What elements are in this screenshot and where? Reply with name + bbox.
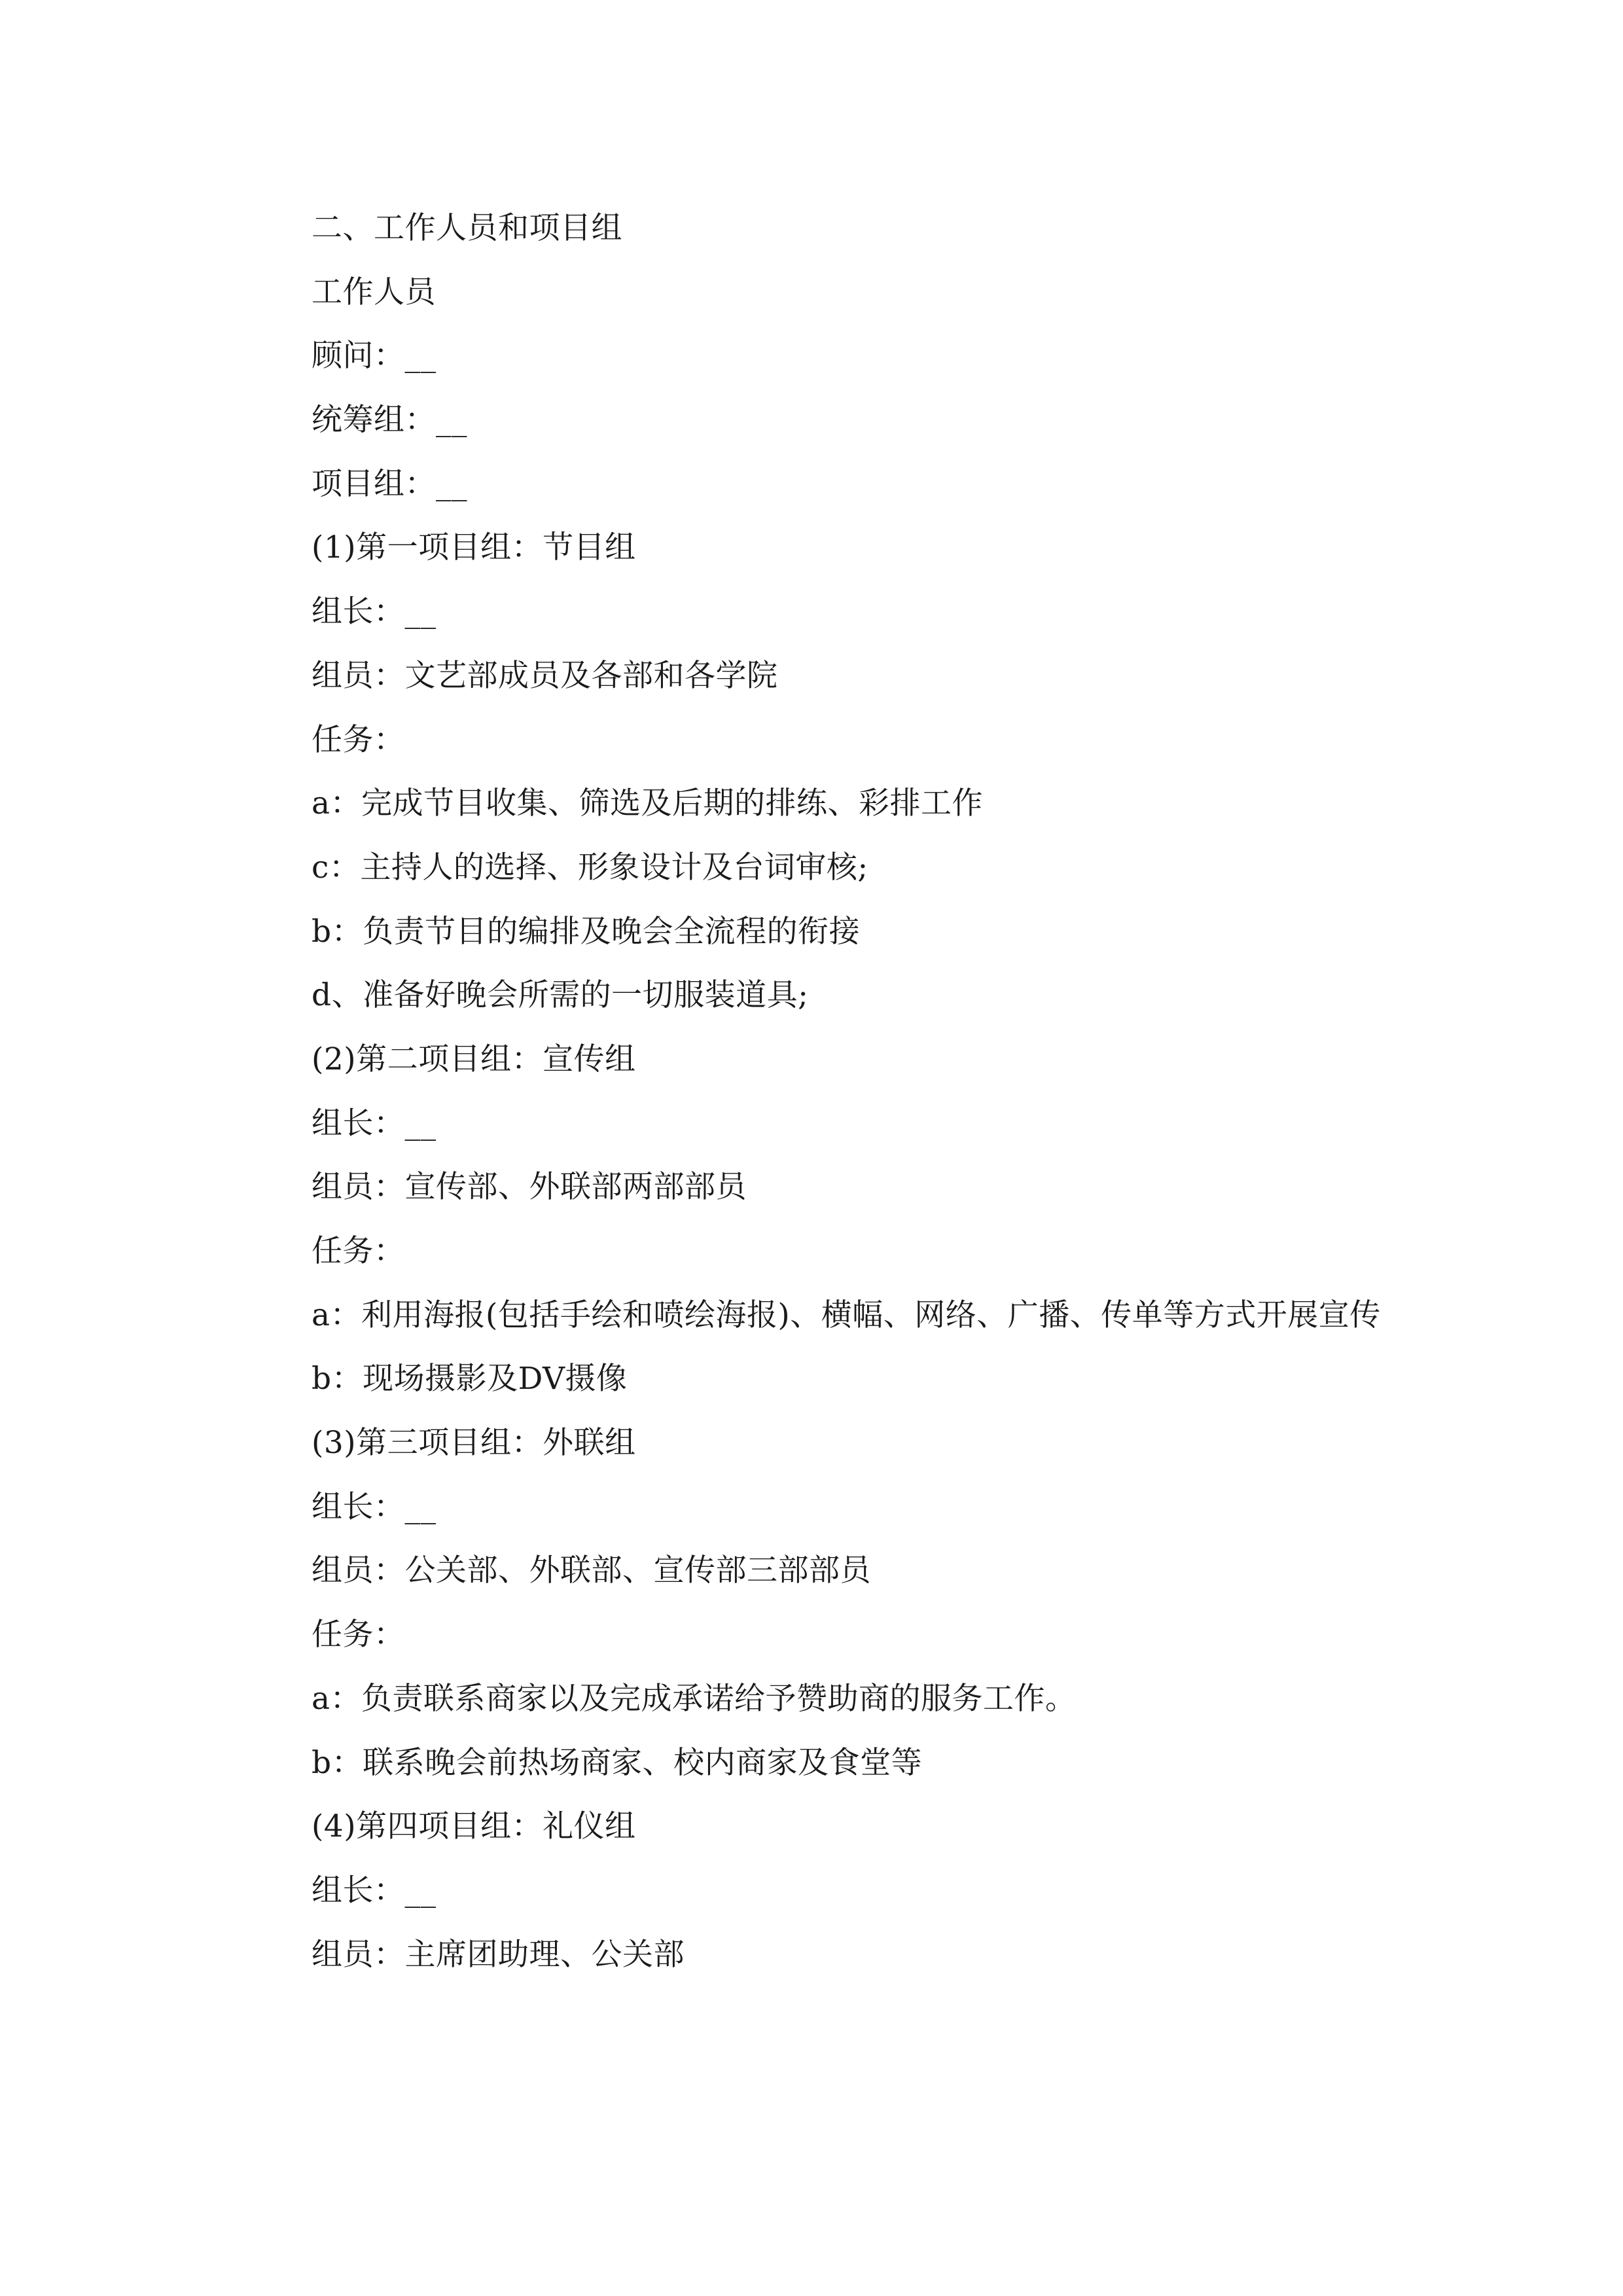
group-1-task-d: d、准备好晚会所需的一切服装道具; bbox=[312, 977, 809, 1014]
document-body bbox=[246, 196, 1385, 1986]
group-4-leader: 组长：__ bbox=[312, 1872, 437, 1909]
project-group-line: 项目组：__ bbox=[312, 465, 467, 502]
group-1-task-a: a：完成节目收集、筛选及后期的排练、彩排工作 bbox=[312, 785, 984, 822]
group-3-task-b: b：联系晚会前热场商家、校内商家及食堂等 bbox=[312, 1744, 923, 1781]
group-4-heading: (4)第四项目组：礼仪组 bbox=[312, 1808, 636, 1845]
group-1-tasks-label: 任务： bbox=[312, 721, 405, 758]
group-3-leader: 组长：__ bbox=[312, 1488, 437, 1525]
section-heading: 二、工作人员和项目组 bbox=[312, 210, 622, 246]
group-2-heading: (2)第二项目组：宣传组 bbox=[312, 1041, 636, 1077]
group-3-members: 组员：公关部、外联部、宣传部三部部员 bbox=[312, 1552, 871, 1589]
group-1-task-c: c：主持人的选择、形象设计及台词审核; bbox=[312, 849, 868, 886]
group-2-tasks-label: 任务： bbox=[312, 1233, 405, 1269]
group-2-task-b: b：现场摄影及DV摄像 bbox=[312, 1361, 628, 1397]
group-2-leader: 组长：__ bbox=[312, 1105, 437, 1141]
advisor-line: 顾问：__ bbox=[312, 338, 437, 374]
group-3-heading: (3)第三项目组：外联组 bbox=[312, 1425, 636, 1462]
coordination-group-line: 统筹组：__ bbox=[312, 402, 467, 439]
group-2-members: 组员：宣传部、外联部两部部员 bbox=[312, 1169, 747, 1206]
group-3-tasks-label: 任务： bbox=[312, 1617, 405, 1653]
group-1-leader: 组长：__ bbox=[312, 594, 437, 630]
group-2-task-a: a：利用海报(包括手绘和喷绘海报)、横幅、网络、广播、传单等方式开展宣传 bbox=[312, 1297, 1381, 1333]
group-1-task-b: b：负责节目的编排及晚会全流程的衔接 bbox=[312, 913, 861, 950]
group-1-members: 组员：文艺部成员及各部和各学院 bbox=[312, 657, 778, 694]
group-3-task-a: a：负责联系商家以及完成承诺给予赞助商的服务工作。 bbox=[312, 1680, 1077, 1717]
subheading-staff: 工作人员 bbox=[312, 274, 436, 310]
group-4-members: 组员：主席团助理、公关部 bbox=[312, 1936, 685, 1973]
group-1-heading: (1)第一项目组：节目组 bbox=[312, 529, 636, 566]
